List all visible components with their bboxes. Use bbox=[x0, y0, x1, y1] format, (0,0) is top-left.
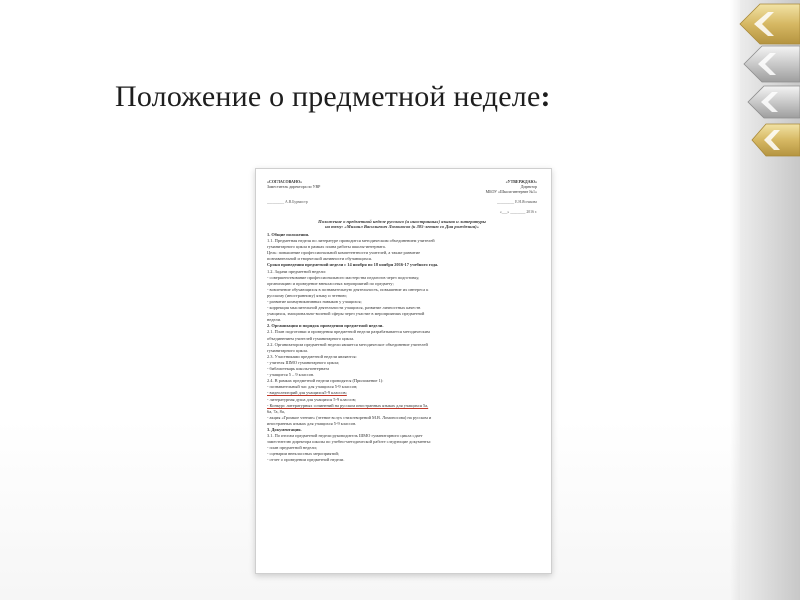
document-section-heading: Сроки проведения предметной недели с 14 ноября по 18 ноября 2016-17 учебного года. bbox=[267, 262, 439, 268]
document-line: - видеолекторий для учащихся5-9 классов; bbox=[267, 390, 347, 396]
document-line: 2.4. В рамках предметной недели проводятся (Приложение 1): bbox=[267, 378, 384, 384]
document-header bbox=[267, 179, 537, 195]
document-line: - учителя ШМО гуманитарного цикла; bbox=[267, 359, 340, 365]
document-line: - развитие коммуникативных навыков у учащихся; bbox=[267, 299, 362, 305]
document-line: 2.2. Организатором предметной недели является методическое объединение учителей bbox=[267, 341, 428, 347]
approved-org: МБОУ «Школа-интернат №1» bbox=[485, 189, 537, 195]
document-section-heading: 1. Общие положения. bbox=[267, 231, 310, 237]
document-line: объединением учителей гуманитарного цикла. bbox=[267, 335, 355, 341]
document-section-heading: 2. Организация и порядок проведения предметной недели. bbox=[267, 323, 384, 329]
document-line: - совершенствование профессионального мастерства педагогов через подготовку, bbox=[267, 274, 420, 280]
document-body bbox=[267, 232, 537, 464]
document-line: 2.1. План подготовки и проведения предметной недели разрабатывается методическим bbox=[267, 329, 430, 335]
agreed-heading: «СОГЛАСОВАНО» bbox=[267, 179, 303, 184]
chevron-left-icon bbox=[748, 86, 800, 118]
document-line: Цель: повышение профессиональной компетентности учителей, а также развитие bbox=[267, 250, 421, 256]
agreed-block bbox=[267, 179, 397, 195]
document-line: - план предметной недели; bbox=[267, 445, 317, 451]
document-line: - библиотекарь школы-интерната bbox=[267, 366, 330, 372]
document-line: - Конкурс литературных сочинений на русском иностранных языках для учащихся 5а, bbox=[267, 402, 429, 408]
document-line: иностранных языках для учащихся 5-9 классов. bbox=[267, 420, 357, 426]
document-line: гуманитарного цикла. bbox=[267, 347, 309, 353]
chevron-left-icon bbox=[740, 4, 800, 44]
document-line: 1.1. Предметная неделя по литературе проводится методическим объединением учителей bbox=[267, 238, 435, 244]
document-line: - вовлечение обучающихся в познавательную деятельность, повышение их интереса к bbox=[267, 286, 429, 292]
document-image bbox=[255, 168, 552, 574]
decorative-chevrons bbox=[690, 0, 800, 200]
chevron-left-icon bbox=[744, 46, 800, 82]
approved-heading: «УТВЕРЖДАЮ» bbox=[505, 179, 537, 184]
document-line: организацию и проведение внеклассных мероприятий по предмету; bbox=[267, 280, 394, 286]
document-line: познавательной и творческой активности обучающихся. bbox=[267, 256, 373, 262]
document-line: - познавательный час для учащихся 5-9 классов; bbox=[267, 384, 358, 390]
document-section-heading: 3. Документация. bbox=[267, 426, 302, 432]
agreed-role: Заместитель директора по УВР bbox=[267, 184, 321, 190]
document-title-line-2: на тему: «Михаил Васильевич Ломоносов (к 305-летию со Дня рождения)» bbox=[325, 224, 479, 230]
document-line: заместителю директора школы по учебно-методической работе следующие документы: bbox=[267, 439, 431, 445]
document-line: - учащиеся 5 – 9 классов. bbox=[267, 372, 315, 378]
slide-title-text: Положение о предметной неделе bbox=[115, 80, 541, 113]
document-line: - коррекция мыслительной деятельности учащихся, развитие личностных качеств bbox=[267, 305, 421, 311]
document-title bbox=[267, 219, 537, 230]
document-line: русскому (иностранному) языку и чтению; bbox=[267, 292, 347, 298]
approved-signature: _________ Е.Н.Ясенкова bbox=[497, 199, 537, 204]
slide-title bbox=[115, 80, 551, 114]
date-line: «___» ________ 2016 г. bbox=[499, 209, 537, 214]
approved-block bbox=[407, 179, 537, 195]
document-line: 1.2. Задачи предметной недели: bbox=[267, 268, 326, 274]
document-page bbox=[267, 179, 537, 561]
document-line: 2.3. Участниками предметной недели являются: bbox=[267, 353, 357, 359]
agreed-signature: _________ А.В.Бурмистр bbox=[267, 199, 308, 204]
date-row bbox=[267, 209, 537, 215]
document-line: гуманитарного цикла в рамках плана работы школы-интерната. bbox=[267, 244, 386, 250]
approved-role: Директор bbox=[520, 184, 537, 190]
signature-row bbox=[267, 199, 537, 205]
document-line: 6а, 7а, 8а, bbox=[267, 408, 285, 414]
document-line: учащихся, эмоционально-волевой сферы через участие в мероприятиях предметной bbox=[267, 311, 425, 317]
document-line: - акция «Громкое чтение» (чтение вслух стихотворений М.В. Ломоносова) на русском и bbox=[267, 414, 432, 420]
document-title-line-1: Положение о предметной неделе русского (и иностранных) языков и литературы bbox=[318, 218, 486, 224]
document-line: - сценарии внеклассных мероприятий; bbox=[267, 451, 340, 457]
document-line: - литературная душа для учащихся 5-9 классов; bbox=[267, 396, 356, 402]
document-line: 3.1. По итогам предметной недели руководитель ШМО гуманитарного цикла сдает bbox=[267, 433, 423, 439]
slide-title-colon: : bbox=[540, 80, 551, 113]
chevron-left-icon bbox=[752, 124, 800, 156]
document-line: - отчет о проведении предметной недели. bbox=[267, 457, 345, 463]
document-line: недели. bbox=[267, 317, 282, 323]
